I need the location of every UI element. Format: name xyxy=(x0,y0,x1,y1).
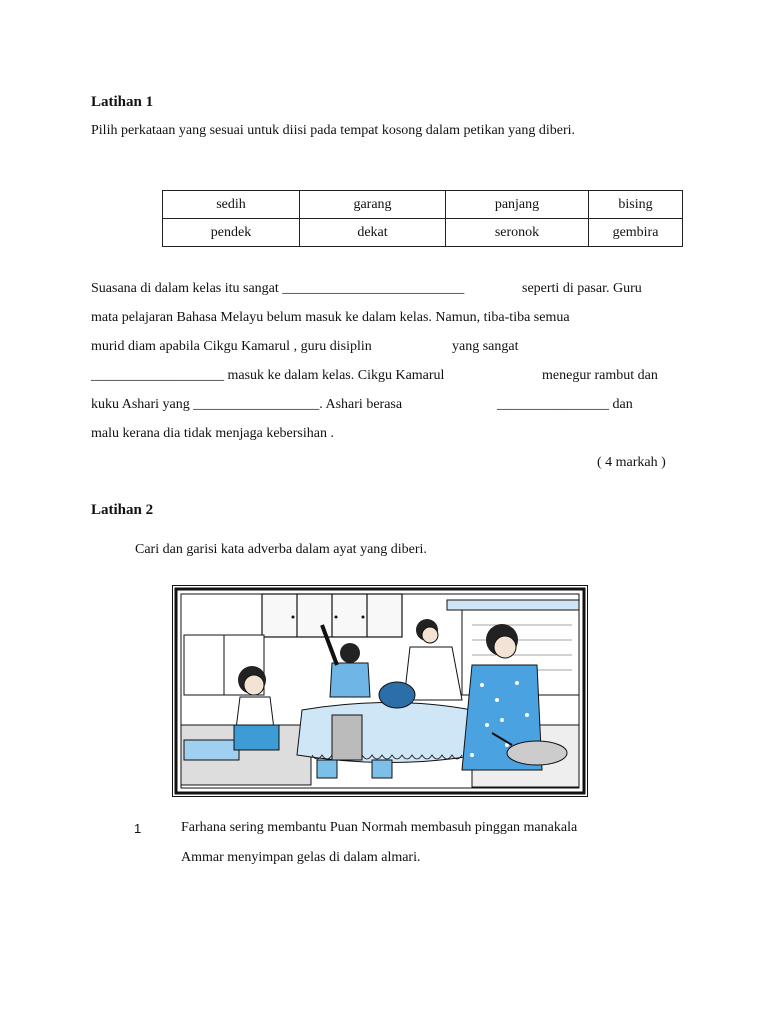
table-cell: gembira xyxy=(589,219,683,247)
passage-line-4b: menegur rambut dan xyxy=(542,368,658,383)
kitchen-family-illustration xyxy=(172,585,588,797)
marks-label: ( 4 markah ) xyxy=(597,455,666,470)
passage-line-2: mata pelajaran Bahasa Melayu belum masuk ke dalam kelas. Namun, tiba-tiba semua xyxy=(91,310,570,325)
passage-line-4a: ___________________ masuk ke dalam kelas. Cikgu Kamarul xyxy=(91,368,445,383)
table-cell: panjang xyxy=(446,191,589,219)
table-cell: bising xyxy=(589,191,683,219)
table-cell: dekat xyxy=(300,219,446,247)
table-cell: garang xyxy=(300,191,446,219)
table-row xyxy=(163,219,683,247)
table-row xyxy=(163,191,683,219)
question-line-1: Farhana sering membantu Puan Normah membasuh pinggan manakala xyxy=(181,820,578,835)
passage-line-1a: Suasana di dalam kelas itu sangat __________________________ xyxy=(91,281,465,296)
word-choice-table xyxy=(162,190,683,247)
table-cell: seronok xyxy=(446,219,589,247)
passage-line-3b: yang sangat xyxy=(452,339,519,354)
table-cell: sedih xyxy=(163,191,300,219)
passage-line-1b: seperti di pasar. Guru xyxy=(522,281,642,296)
passage-line-3a: murid diam apabila Cikgu Kamarul , guru disiplin xyxy=(91,339,372,354)
latihan1-heading: Latihan 1 xyxy=(91,94,154,110)
latihan2-instruction: Cari dan garisi kata adverba dalam ayat yang diberi. xyxy=(135,542,427,557)
question-number: 1 xyxy=(134,821,142,836)
table-cell: pendek xyxy=(163,219,300,247)
passage-line-6: malu kerana dia tidak menjaga kebersihan . xyxy=(91,426,334,441)
latihan1-instruction: Pilih perkataan yang sesuai untuk diisi pada tempat kosong dalam petikan yang diberi. xyxy=(91,123,576,138)
question-line-2: Ammar menyimpan gelas di dalam almari. xyxy=(181,850,421,865)
passage-line-5a: kuku Ashari yang __________________. Ashari berasa xyxy=(91,397,403,412)
latihan2-heading: Latihan 2 xyxy=(91,502,154,518)
passage-line-5b: ________________ dan xyxy=(497,397,633,412)
